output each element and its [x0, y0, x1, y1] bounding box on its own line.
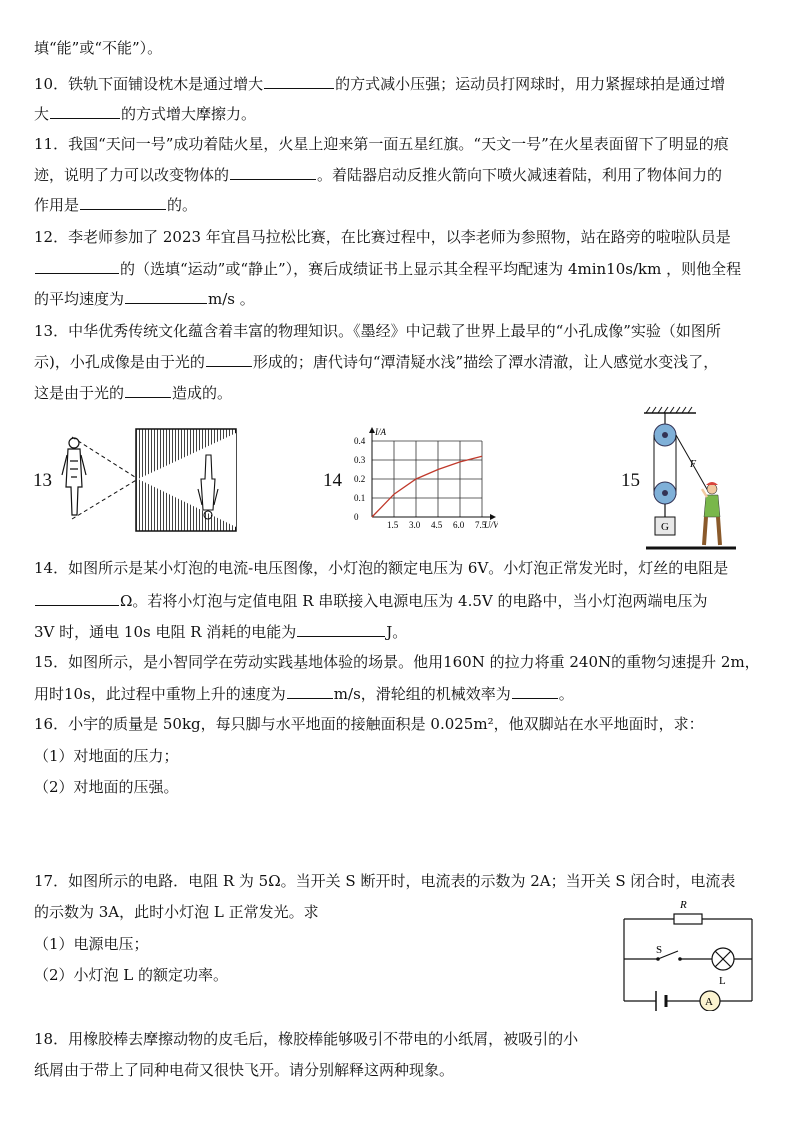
text-line: 的示数为 3A，此时小灯泡 L 正常发光。求 — [34, 903, 319, 921]
answer-blank[interactable] — [512, 683, 558, 699]
figure-13-pinhole-diagram — [58, 425, 240, 535]
answer-blank[interactable] — [35, 590, 119, 606]
lamp — [712, 948, 734, 970]
figure-17-circuit — [616, 893, 760, 1011]
figure-15-pulley-scene — [640, 405, 740, 553]
y-tick-label: 0.4 — [354, 436, 366, 446]
text-line: 的（选填“运动”或“静止”），赛后成绩证书上显示其全程平均配速为 4min10s/km ，则他全程 — [34, 258, 741, 279]
y-tick-label: 0.1 — [354, 493, 366, 503]
text-line: 迹，说明了力可以改变物体的 。着陆器启动反推火箭向下喷火减速着陆，利用了物体间力的 — [34, 166, 723, 184]
answer-blank[interactable] — [80, 194, 166, 210]
answer-blank[interactable] — [264, 73, 334, 89]
figure-14-iu-chart — [348, 425, 498, 533]
answer-blank[interactable] — [297, 621, 385, 637]
question-17: 17．如图所示的电路．电阻 R 为 5Ω。当开关 S 断开时，电流表的示数为 2A；当开关 S 闭合时，电流表 — [34, 872, 736, 890]
force-label: F — [690, 459, 697, 470]
x-tick-label: 1.5 — [387, 520, 399, 530]
svg-text:A: A — [705, 996, 713, 1008]
answer-blank[interactable] — [125, 382, 171, 398]
question-14: 14．如图所示是某小灯泡的电流-电压图像，小灯泡的额定电压为 6V。小灯泡正常发光时，灯丝的电阻是 — [34, 559, 729, 577]
text-line: 的平均速度为 m/s 。 — [34, 290, 255, 308]
question-13: 13．中华优秀传统文化蕴含着丰富的物理知识。《墨经》中记载了世界上最早的“小孔成像”实验（如图所 — [34, 322, 721, 340]
answer-blank[interactable] — [206, 351, 252, 367]
question-15: 15．如图所示，是小智同学在劳动实践基地体验的场景。他用160N 的拉力将重 240N的重物匀速提升 2m， — [34, 653, 760, 671]
text-line: 用时10s，此过程中重物上升的速度为 m/s，滑轮组的机械效率为 。 — [34, 685, 574, 703]
movable-pulley — [654, 482, 676, 504]
x-tick-label: 7.5 — [475, 520, 487, 530]
resistor — [674, 914, 702, 924]
figure-15-label: 15 — [621, 470, 640, 491]
x-tick-label: 6.0 — [453, 520, 465, 530]
worker-figure — [702, 482, 720, 545]
text-line: Ω。若将小灯泡与定值电阻 R 串联接入电源电压为 4.5V 的电路中，当小灯泡两端电压为 — [34, 590, 708, 611]
text-line: 填“能”或“不能”）。 — [34, 39, 163, 57]
switch-contact — [656, 957, 660, 961]
answer-blank[interactable] — [230, 164, 316, 180]
text-line: （2）小灯泡 L 的额定功率。 — [34, 966, 229, 984]
text-line: （1）电源电压； — [34, 935, 149, 953]
x-tick-label: 4.5 — [431, 520, 443, 530]
text-line: 大 的方式增大摩擦力。 — [34, 105, 257, 123]
x-tick-label: 3.0 — [409, 520, 421, 530]
figure-14-label: 14 — [323, 470, 342, 491]
text-line: 作用是 的。 — [34, 196, 198, 214]
switch-label: S — [656, 944, 663, 956]
text-line: 纸屑由于带上了同种电荷又很快飞开。请分别解释这两种现象。 — [34, 1061, 455, 1079]
figure-13-label: 13 — [33, 470, 52, 491]
battery — [656, 991, 666, 1011]
answer-blank[interactable] — [35, 258, 119, 274]
x-axis-label: U/V — [484, 520, 498, 530]
y-tick-label: 0 — [354, 512, 359, 522]
text-line: 这是由于光的 造成的。 — [34, 384, 233, 402]
question-18: 18．用橡胶棒去摩擦动物的皮毛后，橡胶棒能够吸引不带电的小纸屑，被吸引的小 — [34, 1030, 579, 1048]
answer-blank[interactable] — [50, 103, 120, 119]
y-tick-label: 0.2 — [354, 474, 366, 484]
ammeter — [700, 991, 720, 1011]
y-tick-label: 0.3 — [354, 455, 366, 465]
question-16: 16．小宇的质量是 50kg，每只脚与水平地面的接触面积是 0.025m²，他双脚站在水平地面时，求： — [34, 715, 704, 733]
person-figure — [62, 438, 86, 515]
answer-blank[interactable] — [287, 683, 333, 699]
question-11: 11．我国“天问一号”成功着陆火星，火星上迎来第一面五星红旗。“天文一号”在火星表面留下了明显的痕 — [34, 135, 729, 153]
text-line: 示)，小孔成像是由于光的 形成的；唐代诗句“潭清疑水浅”描绘了潭水清澈，让人感觉水变浅了， — [34, 353, 719, 371]
lamp-label: L — [719, 975, 726, 987]
y-axis-label: I/A — [375, 427, 386, 437]
iu-curve — [372, 456, 482, 517]
question-12: 12．李老师参加了 2023 年宜昌马拉松比赛，在比赛过程中，以李老师为参照物，站在路旁的啦啦队员是 — [34, 228, 731, 246]
resistor-label: R — [680, 899, 687, 911]
text-line: 3V 时，通电 10s 电阻 R 消耗的电能为 J。 — [34, 623, 408, 641]
text-line: （2）对地面的压强。 — [34, 778, 179, 796]
text-line: （1）对地面的压力； — [34, 747, 179, 765]
fixed-pulley — [654, 424, 676, 446]
question-10: 10．铁轨下面铺设枕木是通过增大 的方式减小压强；运动员打网球时，用力紧握球拍是通过增 — [34, 75, 726, 93]
answer-blank[interactable] — [125, 288, 207, 304]
weight-label: G — [661, 521, 669, 533]
